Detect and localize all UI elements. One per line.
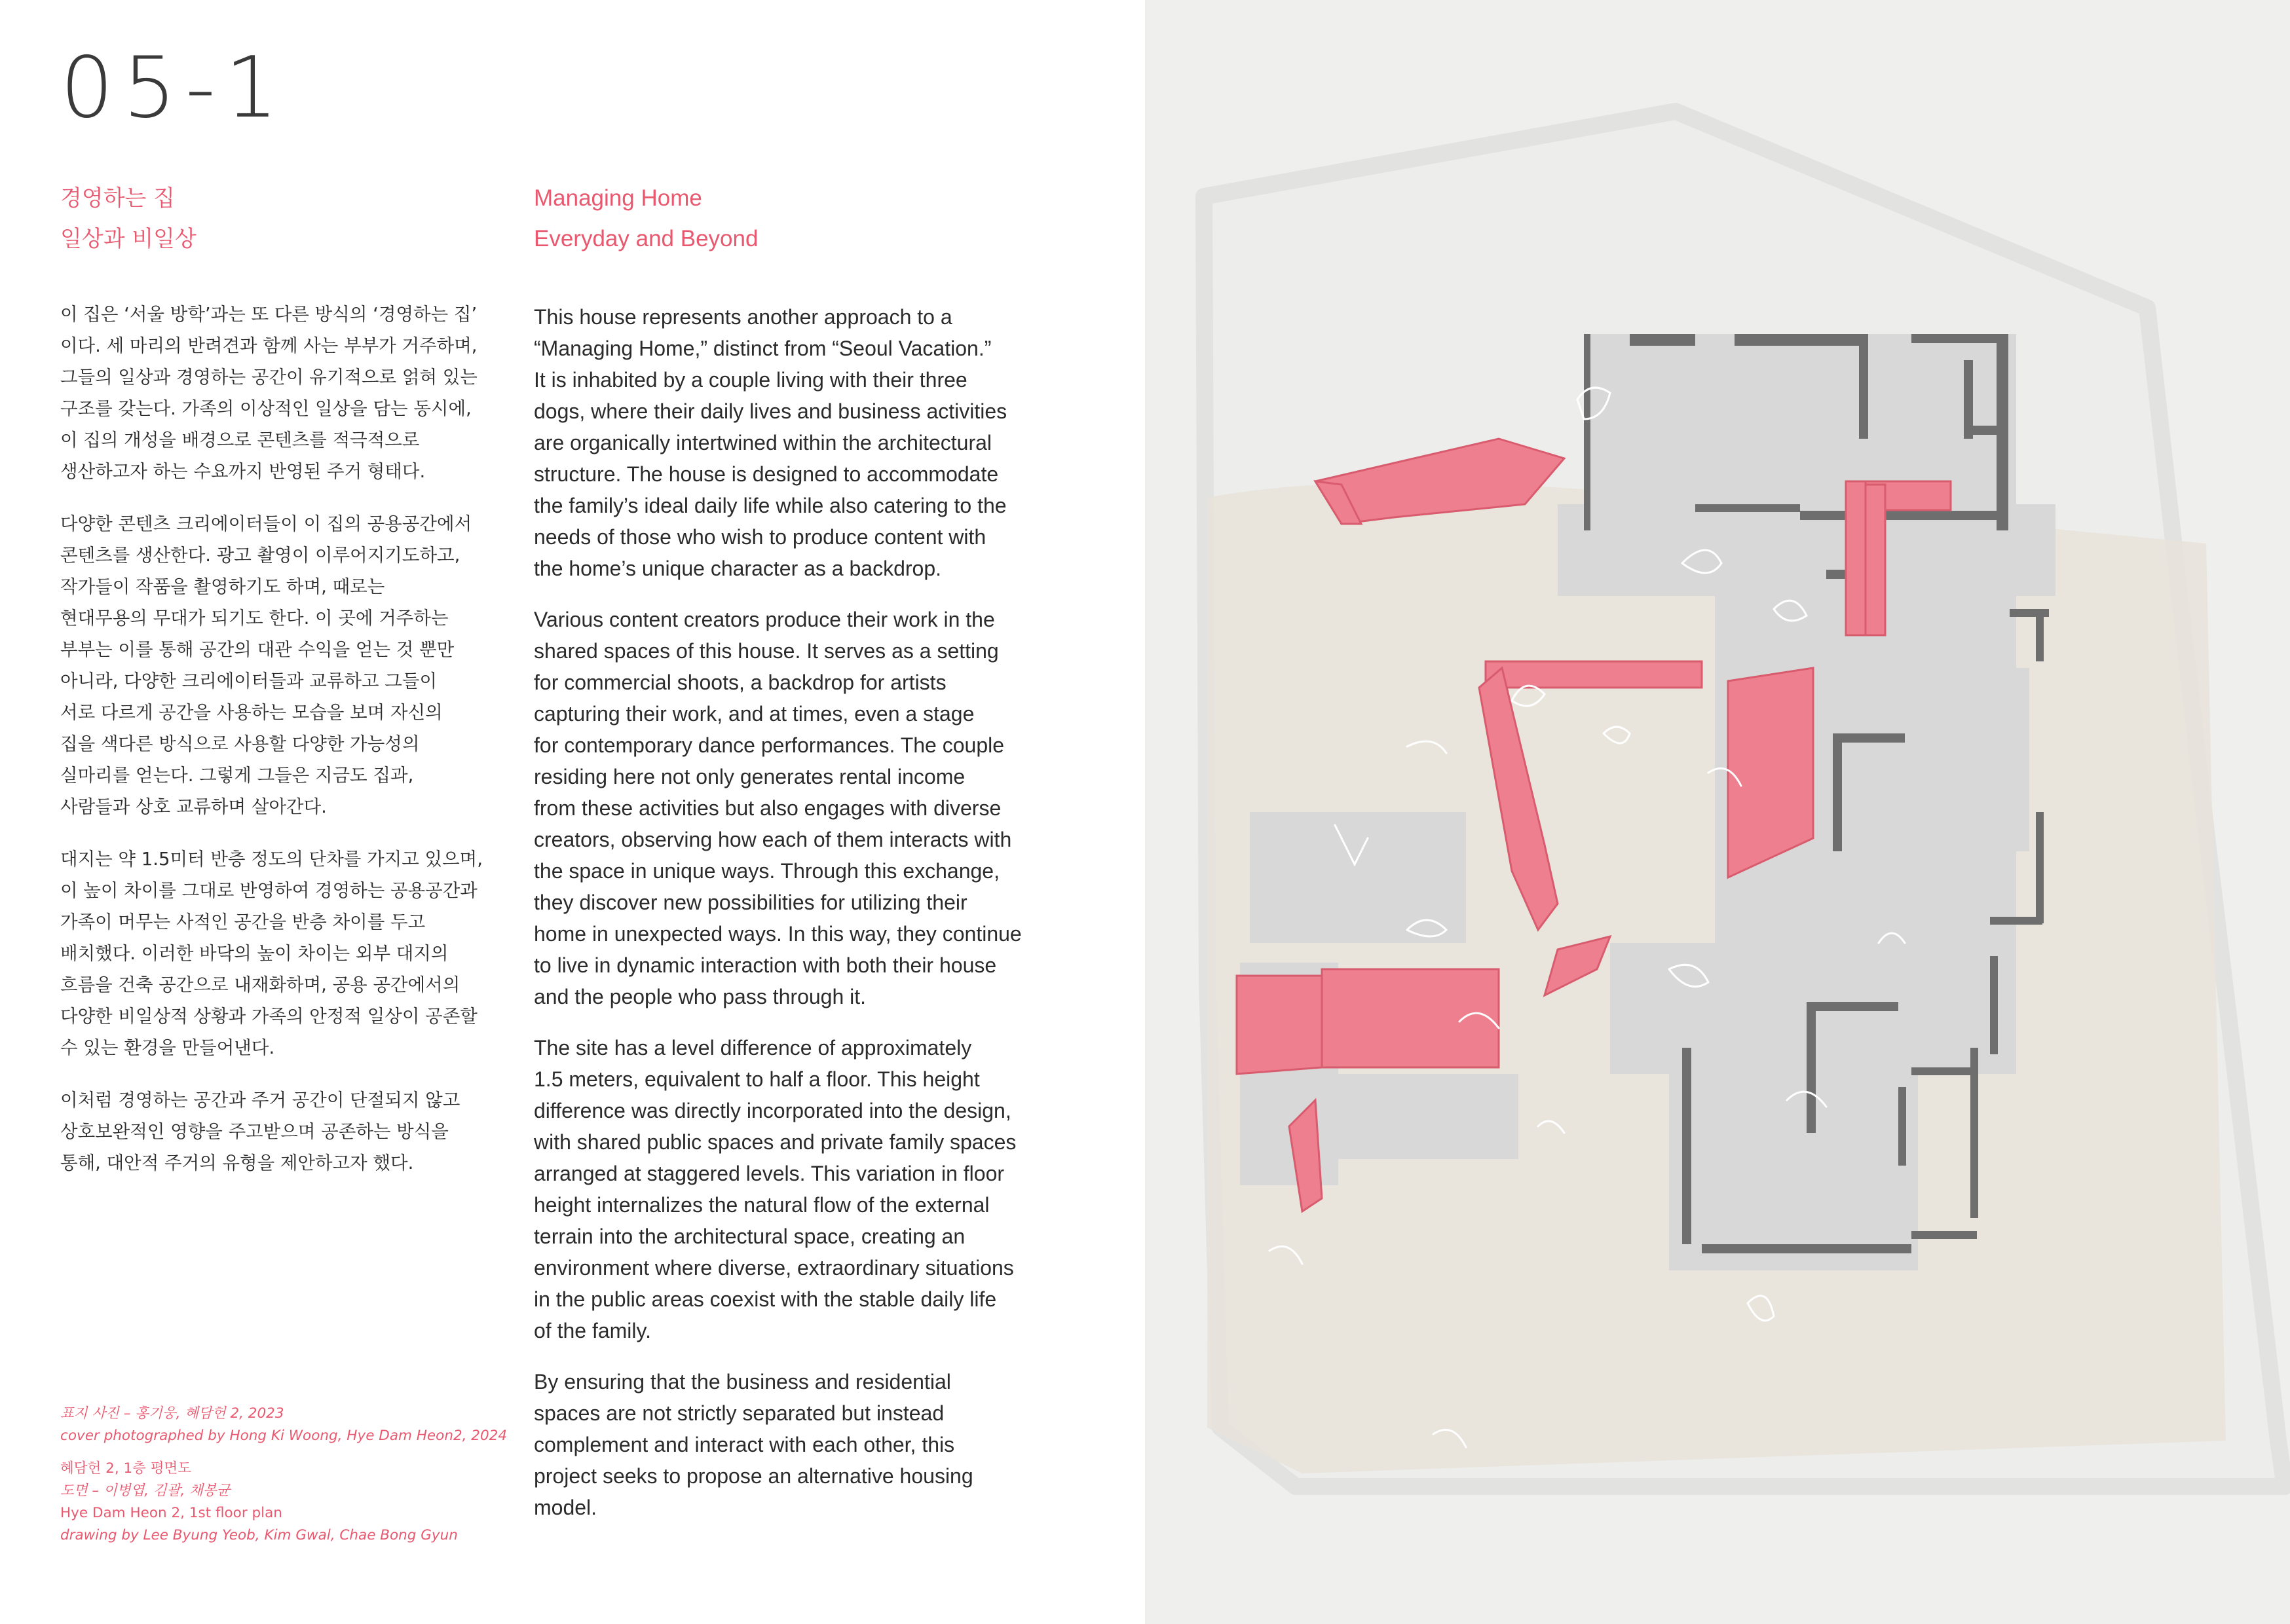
ko-paragraph-2: 다양한 콘텐츠 크리에이터들이 이 집의 공용공간에서 콘텐츠를 생산한다. 광고 촬영이 이루어지기도하고, 작가들이 작품을 촬영하기도 하며, 때로는 현대무용의 무대가 되기도 한다. 이 곳에 거주하는 부부는 이를 통해 공간의 대관 수익을 얻는 것 뿐만 아니라, 다양한 크리에이터들과 교류하고 그들이 서로 다르게 공간을 사용하는 모습을 보며 자신의 집을 색다른 방식으로 사용할 다양한 가능성의 실마리를 얻는다. 그렇게 그들은 지금도 집과, 사람들과 상호 교류하며 살아간다.	[60, 513, 472, 817]
image-credits	[60, 1403, 519, 1547]
en-paragraph-4: By ensuring that the business and residential spaces are not strictly separated but instead complement and interact with each other, this project seeks to propose an alternative housing model.	[534, 1370, 973, 1519]
floor-plan-panel	[1145, 0, 2290, 1624]
ko-paragraph-4: 이처럼 경영하는 공간과 주거 공간이 단절되지 않고 상호보완적인 영향을 주고받으며 공존하는 방식을 통해, 대안적 주거의 유형을 제안하고자 했다.	[60, 1090, 460, 1173]
cover-credit	[60, 1403, 519, 1447]
body-korean	[60, 299, 493, 1179]
en-paragraph-2: Various content creators produce their work in the shared spaces of this house. It serves as a setting for commercial shoots, a backdrop for artists capturing their work, and at times, even a stage for contemporary dance performances. The couple residing here not only generates rental income from these activities but also engages with diverse creators, observing how each of them interacts with the space in unique ways. Through this exchange, they discover new possibilities for utilizing their home in unexpected ways. In this way, they continue to live in dynamic interaction with both their house and the people who pass through it.	[534, 608, 1022, 1008]
cover-credit-ko: 표지 사진 – 홍기웅, 혜담헌 2, 2023	[60, 1405, 284, 1422]
en-paragraph-1: This house represents another approach to a “Managing Home,” distinct from “Seoul Vacation.” It is inhabited by a couple living with their three dogs, where their daily lives and business activities are organically intertwined within the architectural structure. The house is designed to accommodate the family’s ideal daily life while also catering to the needs of those who wish to produce content with the home’s unique character as a backdrop.	[534, 305, 1007, 580]
cover-credit-en: cover photographed by Hong Ki Woong, Hye Dam Heon2, 2024	[60, 1428, 508, 1444]
title-en-line-2: Everyday and Beyond	[534, 226, 759, 251]
plan-title-en: Hye Dam Heon 2, 1st floor plan	[60, 1505, 282, 1521]
ko-paragraph-1: 이 집은 ‘서울 방학’과는 또 다른 방식의 ‘경영하는 집’ 이다. 세 마리의 반려견과 함께 사는 부부가 거주하며, 그들의 일상과 경영하는 공간이 유기적으로 얽혀 있는 구조를 갖는다. 가족의 이상적인 일상을 담는 동시에, 이 집의 개성을 배경으로 콘텐츠를 적극적으로 생산하고자 하는 수요까지 반영된 주거 형태다.	[60, 304, 478, 482]
floor-plan-drawing	[1145, 0, 2290, 1624]
plan-drawing-ko: 도면 – 이병엽, 김괄, 채봉균	[60, 1483, 231, 1499]
title-ko-line-1: 경영하는 집	[60, 185, 176, 212]
plan-credit	[60, 1458, 519, 1547]
title-en-line-1: Managing Home	[534, 185, 702, 211]
plan-title-ko: 혜담헌 2, 1층 평면도	[60, 1460, 192, 1477]
page-number: 05-1	[60, 39, 288, 137]
title-korean	[60, 178, 197, 259]
plan-drawing-en: drawing by Lee Byung Yeob, Kim Gwal, Chae Bong Gyun	[60, 1527, 458, 1543]
ko-paragraph-3: 대지는 약 1.5미터 반층 정도의 단차를 가지고 있으며, 이 높이 차이를 그대로 반영하여 경영하는 공용공간과 가족이 머무는 사적인 공간을 반층 차이를 두고 배치했다. 이러한 바닥의 높이 차이는 외부 대지의 흐름을 건축 공간으로 내재화하며, 공용 공간에서의 다양한 비일상적 상황과 가족의 안정적 일상이 공존할 수 있는 환경을 만들어낸다.	[60, 849, 483, 1058]
body-english	[534, 301, 1071, 1523]
en-paragraph-3: The site has a level difference of approximately 1.5 meters, equivalent to half a floor. This height difference was directly incorporated into the design, with shared public spaces and private family spaces arranged at staggered levels. This variation in floor height internalizes the natural flow of the external terrain into the architectural space, creating an environment where diverse, extraordinary situations in the public areas coexist with the stable daily life of the family.	[534, 1036, 1017, 1342]
title-english	[534, 178, 758, 259]
title-ko-line-2: 일상과 비일상	[60, 226, 197, 252]
